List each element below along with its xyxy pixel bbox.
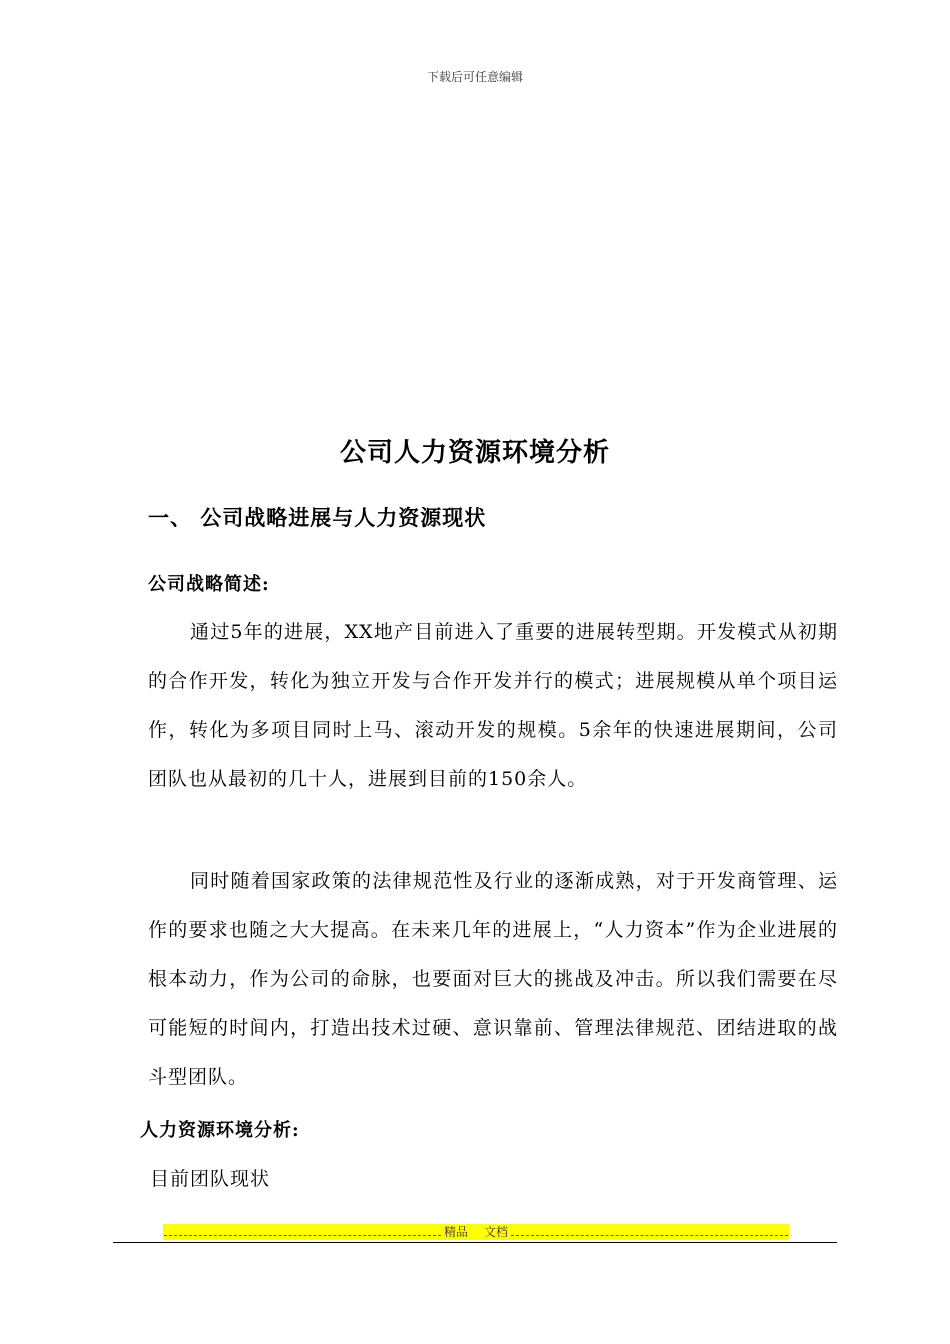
document-title: 公司人力资源环境分析 [339,438,610,468]
footer-rule [113,1242,837,1243]
section-heading: 一、 公司战略进展与人力资源现状 [148,505,487,530]
footer-label-right: 文档 [484,1225,509,1239]
hr-environment-subheading: 人力资源环境分析: [140,1120,300,1141]
footer-dash-left [164,1228,441,1236]
footer-label-left: 精品 [443,1225,468,1239]
paragraph-challenge: 同时随着国家政策的法律规范性及行业的逐渐成熟，对于开发商管理、运作的要求也随之大大提高。在未来几年的进展上，“人力资本”作为企业进展的根本动力，作为公司的命脉，也要面对巨大的挑战及冲击。所以我们需要在尽可能短的时间内，打造出技术过硬、意识靠前、管理法律规范、团结进取的战斗型团队。 [148,870,838,1088]
footer-dash-right [511,1228,788,1236]
footer-band [163,1224,789,1240]
page-header-note: 下载后可任意编辑 [426,70,523,84]
strategy-subheading: 公司战略简述: [148,574,270,595]
team-status-line: 目前团队现状 [150,1168,271,1190]
paragraph-strategy: 通过5年的进展，XX地产目前进入了重要的进展转型期。开发模式从初期的合作开发，转化为独立开发与合作开发并行的模式；进展规模从单个项目运作，转化为多项目同时上马、滚动开发的规模。5余年的快速进展期间，公司团队也从最初的几十人，进展到目前的150余人。 [148,621,838,790]
